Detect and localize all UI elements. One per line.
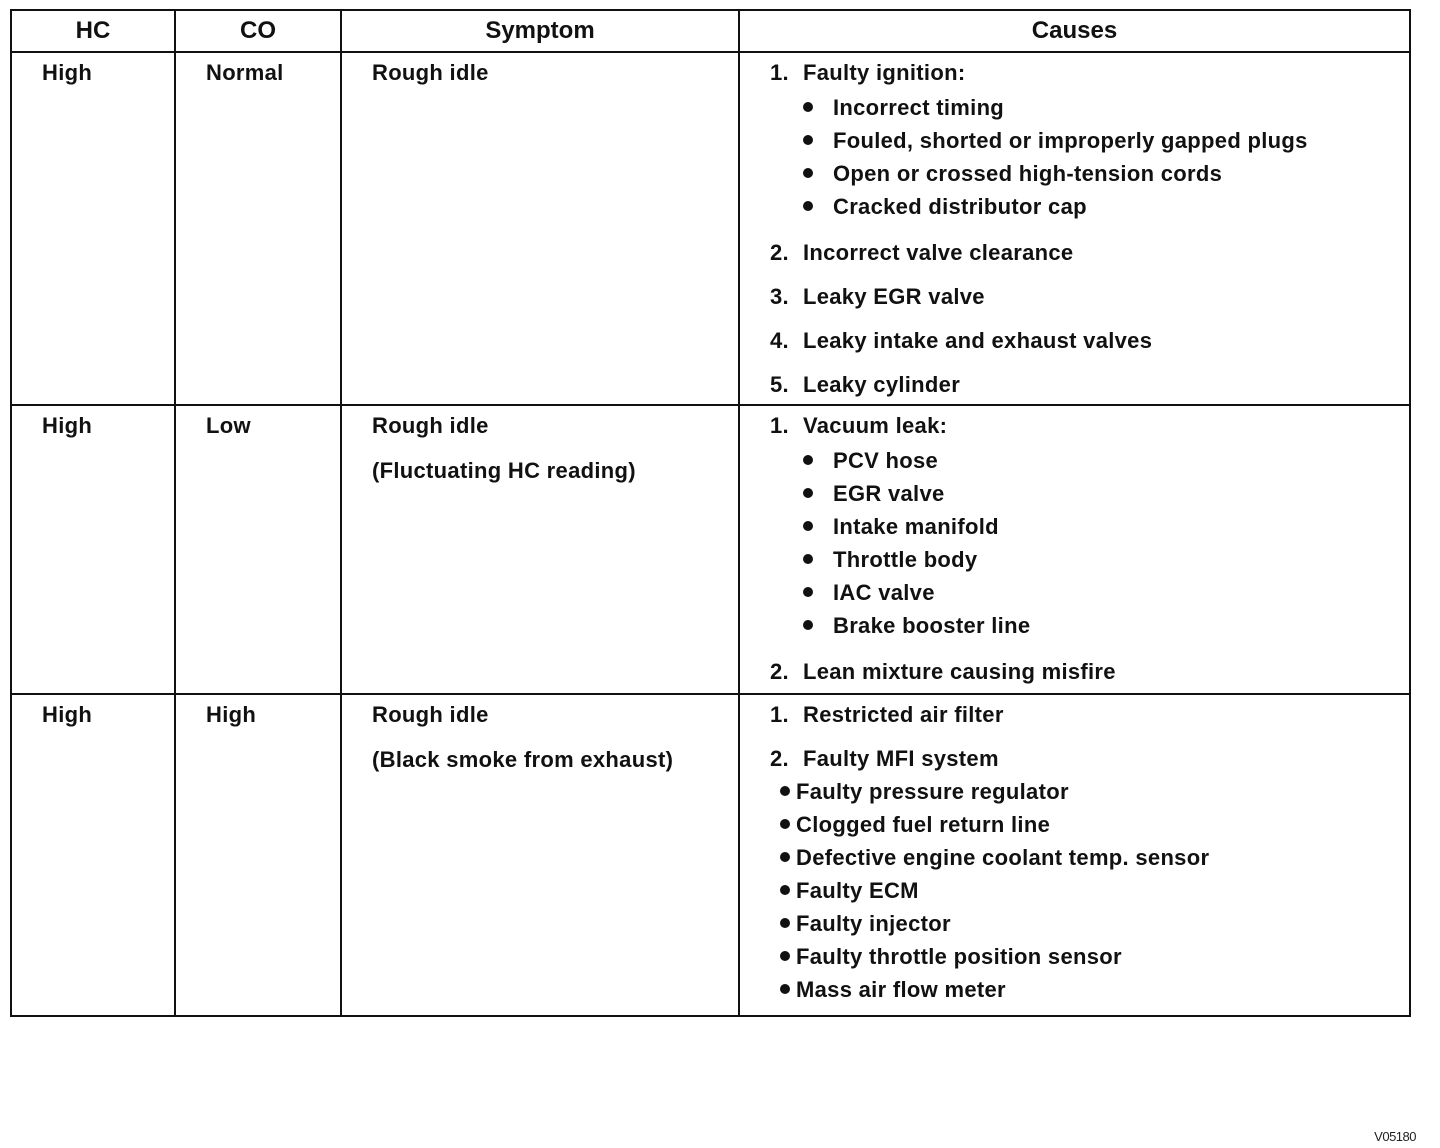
cause-item — [770, 283, 1409, 311]
list-item: Throttle body — [770, 543, 1409, 576]
list-item: Incorrect timing — [770, 91, 1409, 124]
bullet-icon — [803, 135, 813, 145]
table-row — [11, 405, 1410, 694]
co-cell — [175, 52, 341, 405]
bullet-icon — [803, 620, 813, 630]
bullet-icon — [803, 488, 813, 498]
list-item: Open or crossed high-tension cords — [770, 157, 1409, 190]
cause-sub-list — [770, 91, 1409, 223]
symptom-note: (Black smoke from exhaust) — [372, 747, 674, 772]
bullet-icon — [780, 918, 790, 928]
list-item: Defective engine coolant temp. sensor — [770, 841, 1409, 874]
cause-text: Faulty MFI system — [803, 746, 999, 771]
hc-cell — [11, 694, 175, 1016]
symptom-note: (Fluctuating HC reading) — [372, 458, 636, 483]
hc-value: High — [42, 60, 93, 85]
hc-value: High — [42, 702, 93, 727]
list-item: Fouled, shorted or improperly gapped plugs — [770, 124, 1409, 157]
co-value: Normal — [206, 60, 284, 85]
cause-number: 2. — [770, 240, 789, 265]
symptom-text: Rough idle — [372, 60, 489, 85]
cause-sub-list — [770, 444, 1409, 642]
bullet-icon — [803, 554, 813, 564]
table-row — [11, 694, 1410, 1016]
bullet-icon — [780, 984, 790, 994]
bullet-icon — [803, 521, 813, 531]
bullet-icon — [803, 201, 813, 211]
cause-item — [770, 658, 1409, 686]
cause-number: 1. — [770, 413, 789, 438]
cause-number: 2. — [770, 746, 789, 771]
header-co: CO — [175, 10, 341, 52]
symptom-cell — [341, 52, 739, 405]
list-item: Intake manifold — [770, 510, 1409, 543]
list-item: Faulty ECM — [770, 874, 1409, 907]
cause-item — [770, 745, 1409, 1006]
symptom-cell — [341, 405, 739, 694]
list-item: Faulty pressure regulator — [770, 775, 1409, 808]
cause-number: 4. — [770, 328, 789, 353]
list-item: Brake booster line — [770, 609, 1409, 642]
bullet-icon — [780, 786, 790, 796]
header-symptom: Symptom — [341, 10, 739, 52]
figure-code: V05180 — [1374, 1129, 1416, 1144]
symptom-cell — [341, 694, 739, 1016]
bullet-icon — [780, 885, 790, 895]
bullet-icon — [803, 168, 813, 178]
cause-text: Vacuum leak: — [803, 413, 948, 438]
cause-item — [770, 412, 1409, 642]
hc-cell — [11, 52, 175, 405]
bullet-icon — [803, 102, 813, 112]
symptom-text: Rough idle — [372, 413, 489, 438]
cause-number: 1. — [770, 702, 789, 727]
cause-text: Leaky EGR valve — [803, 284, 985, 309]
causes-cell — [739, 405, 1410, 694]
bullet-icon — [780, 819, 790, 829]
diagnosis-table — [10, 9, 1411, 1017]
header-row — [11, 10, 1410, 52]
hc-value: High — [42, 413, 93, 438]
list-item: IAC valve — [770, 576, 1409, 609]
header-causes: Causes — [739, 10, 1410, 52]
cause-text: Leaky cylinder — [803, 372, 961, 397]
bullet-icon — [803, 455, 813, 465]
cause-item — [770, 327, 1409, 355]
symptom-text: Rough idle — [372, 702, 489, 727]
cause-text: Restricted air filter — [803, 702, 1004, 727]
co-cell — [175, 405, 341, 694]
co-cell — [175, 694, 341, 1016]
list-item: EGR valve — [770, 477, 1409, 510]
causes-cell — [739, 52, 1410, 405]
bullet-icon — [780, 951, 790, 961]
cause-item — [770, 371, 1409, 399]
list-item: Clogged fuel return line — [770, 808, 1409, 841]
causes-cell — [739, 694, 1410, 1016]
co-value: High — [206, 702, 257, 727]
cause-text: Lean mixture causing misfire — [803, 659, 1116, 684]
list-item: Faulty throttle position sensor — [770, 940, 1409, 973]
bullet-icon — [780, 852, 790, 862]
cause-number: 1. — [770, 60, 789, 85]
table-row — [11, 52, 1410, 405]
cause-number: 5. — [770, 372, 789, 397]
list-item: Faulty injector — [770, 907, 1409, 940]
list-item: PCV hose — [770, 444, 1409, 477]
cause-text: Incorrect valve clearance — [803, 240, 1074, 265]
bullet-icon — [803, 587, 813, 597]
hc-cell — [11, 405, 175, 694]
cause-item — [770, 59, 1409, 223]
cause-item — [770, 701, 1409, 729]
header-hc: HC — [11, 10, 175, 52]
cause-number: 3. — [770, 284, 789, 309]
cause-number: 2. — [770, 659, 789, 684]
cause-item — [770, 239, 1409, 267]
list-item: Mass air flow meter — [770, 973, 1409, 1006]
cause-text: Leaky intake and exhaust valves — [803, 328, 1153, 353]
cause-text: Faulty ignition: — [803, 60, 966, 85]
cause-sub-list — [770, 775, 1409, 1006]
co-value: Low — [206, 413, 251, 438]
list-item: Cracked distributor cap — [770, 190, 1409, 223]
